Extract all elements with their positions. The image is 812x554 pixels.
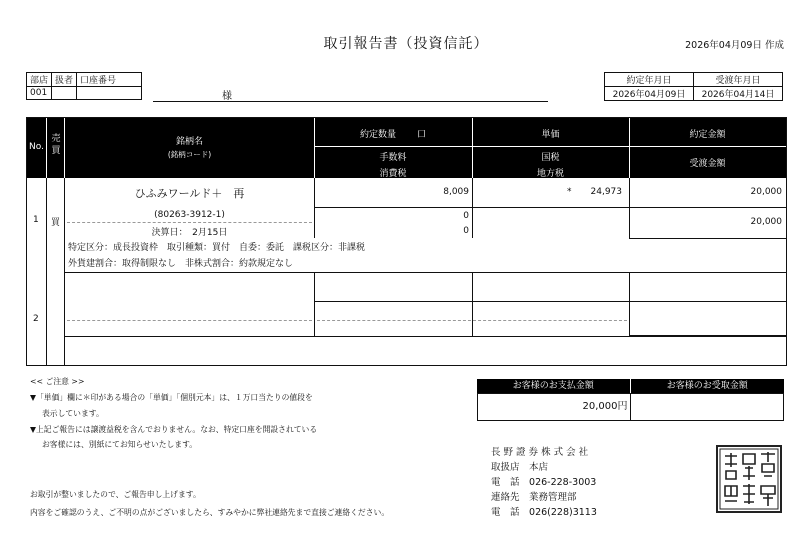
handler-label: 扱者 <box>52 73 77 87</box>
report-title: 取引報告書（投資信託） <box>323 36 489 52</box>
tel-label: 電 話 <box>491 477 520 488</box>
closing-line2: 内容をご確認のうえ、ご不明の点がございましたら、すみやかに弊社連絡先まで直接ご連絡ください。 <box>30 508 390 517</box>
row1-side: 買 <box>51 218 61 228</box>
col-local-tax: 地方税 <box>536 169 564 179</box>
header-vline-1 <box>314 118 315 178</box>
col-qty <box>314 127 472 140</box>
notes-block <box>30 376 317 451</box>
company-tel2-row <box>491 505 597 520</box>
delivery-date-value: 2026年04月14日 <box>694 87 783 101</box>
row2-no: 2 <box>33 314 39 324</box>
creation-date: 2026年04月09日 作成 <box>685 40 784 51</box>
row1-dashed <box>67 222 312 223</box>
col-qty-unit: 口 <box>416 130 426 140</box>
transaction-table <box>26 117 787 366</box>
row1-note1: 特定区分：成長投資枠 取引種類：買付 自委：委託 課税区分：非課税 <box>68 243 366 253</box>
closing-block <box>30 489 389 519</box>
col-delivery-amount: 受渡金額 <box>689 159 726 169</box>
row2-dashed-name <box>67 320 312 321</box>
tel-value: 026-228-3003 <box>529 477 597 488</box>
payment-header <box>477 379 784 393</box>
row1-fund-code: (80263-3912-1) <box>154 210 225 220</box>
receive-label: お客様のお受取金額 <box>631 379 785 393</box>
row1-qty-divider <box>314 207 629 208</box>
branch-value: 001 <box>27 87 52 100</box>
contact-value: 業務管理部 <box>529 492 577 503</box>
header-vline-3 <box>629 118 630 178</box>
row1-amount: 20,000 <box>750 187 782 197</box>
col-fee: 手数料 <box>379 153 407 163</box>
body-vline-no <box>46 178 47 365</box>
col-amount: 約定金額 <box>689 130 726 140</box>
notes-line1: ▼「単価」欄に＊印がある場合の「単価」「個別元本」は、１万口当たりの値段を <box>30 393 313 402</box>
branch-label: 部店 <box>27 73 52 87</box>
customer-honorific: 様 <box>222 91 232 102</box>
company-name: 長 野 證 券 株 式 会 社 <box>491 447 589 458</box>
col-code-note: (銘柄コード) <box>167 150 212 159</box>
branch-label-text: 取扱店 <box>491 462 520 473</box>
account-number-value <box>77 87 142 100</box>
pay-amount: 20,000円 <box>478 394 631 420</box>
row1-delivery: 20,000 <box>750 217 782 227</box>
header-block-left <box>27 118 314 178</box>
tel2-value: 026(228)3113 <box>529 507 597 518</box>
branch-name: 本店 <box>529 462 549 473</box>
col-consumption-tax: 消費税 <box>379 169 407 179</box>
handler-value <box>52 87 77 100</box>
body-vline-1b <box>314 272 315 336</box>
header-vline-side <box>64 118 65 178</box>
contact-label: 連絡先 <box>491 492 520 503</box>
tel2-label: 電 話 <box>491 507 520 518</box>
row2-delivery-box <box>629 301 787 336</box>
delivery-date-label: 受渡年月日 <box>694 73 783 87</box>
account-table <box>26 72 142 100</box>
col-name: 銘柄名 <box>175 137 203 147</box>
row1-fund-name: ひふみワールド＋ 再 <box>134 187 245 200</box>
row1-price: 24,973 <box>590 187 622 197</box>
receive-amount <box>631 394 784 420</box>
row1-qty: 8,009 <box>443 187 469 197</box>
row-separator <box>64 272 786 273</box>
notes-line2: ▼上記ご報告には譲渡益税を含んでおりません。なお、特定口座を開設されている <box>30 425 318 434</box>
body-vline-2b <box>472 272 473 336</box>
trade-date-value: 2026年04月09日 <box>605 87 694 101</box>
trade-date-label: 約定年月日 <box>605 73 694 87</box>
company-branch-row <box>491 460 597 475</box>
col-national-tax: 国税 <box>541 153 560 163</box>
row1-note2: 外貨建割合：取得制限なし 非株式割合：約款規定なし <box>68 259 294 269</box>
col-price: 単価 <box>541 130 560 140</box>
header-divider <box>314 146 786 147</box>
pay-label: お客様のお支払金額 <box>477 379 631 393</box>
notes-line1b: 表示しています。 <box>42 409 104 418</box>
col-qty-label: 約定数量 <box>360 130 397 140</box>
payment-values <box>477 393 784 421</box>
header-vline-2 <box>472 118 473 178</box>
row1-settlement: 決算日： 2月15日 <box>151 228 228 238</box>
company-seal-icon <box>715 444 783 514</box>
notes-line2b: お客様には、別紙にてお知らせいたします。 <box>42 440 198 449</box>
row2-bottom <box>64 336 786 337</box>
row1-no: 1 <box>33 215 39 225</box>
trade-date-table <box>604 72 783 101</box>
customer-name-line <box>153 101 548 102</box>
company-info <box>491 445 597 520</box>
notes-title: << ご注意 >> <box>30 377 85 386</box>
header-vline-no <box>46 118 47 178</box>
row2-dashed-mid <box>317 320 627 321</box>
closing-line1: お取引が整いましたので、ご報告申し上げます。 <box>30 490 201 499</box>
row1-fee: 0 <box>463 211 469 221</box>
col-side: 売買 <box>51 134 61 156</box>
row1-tax: 0 <box>463 226 469 236</box>
company-tel-row <box>491 475 597 490</box>
account-number-label: 口座番号 <box>77 73 142 87</box>
payment-box <box>477 379 784 421</box>
col-no: No. <box>29 142 44 152</box>
row1-price-mark: * <box>567 187 572 197</box>
company-contact-row <box>491 490 597 505</box>
